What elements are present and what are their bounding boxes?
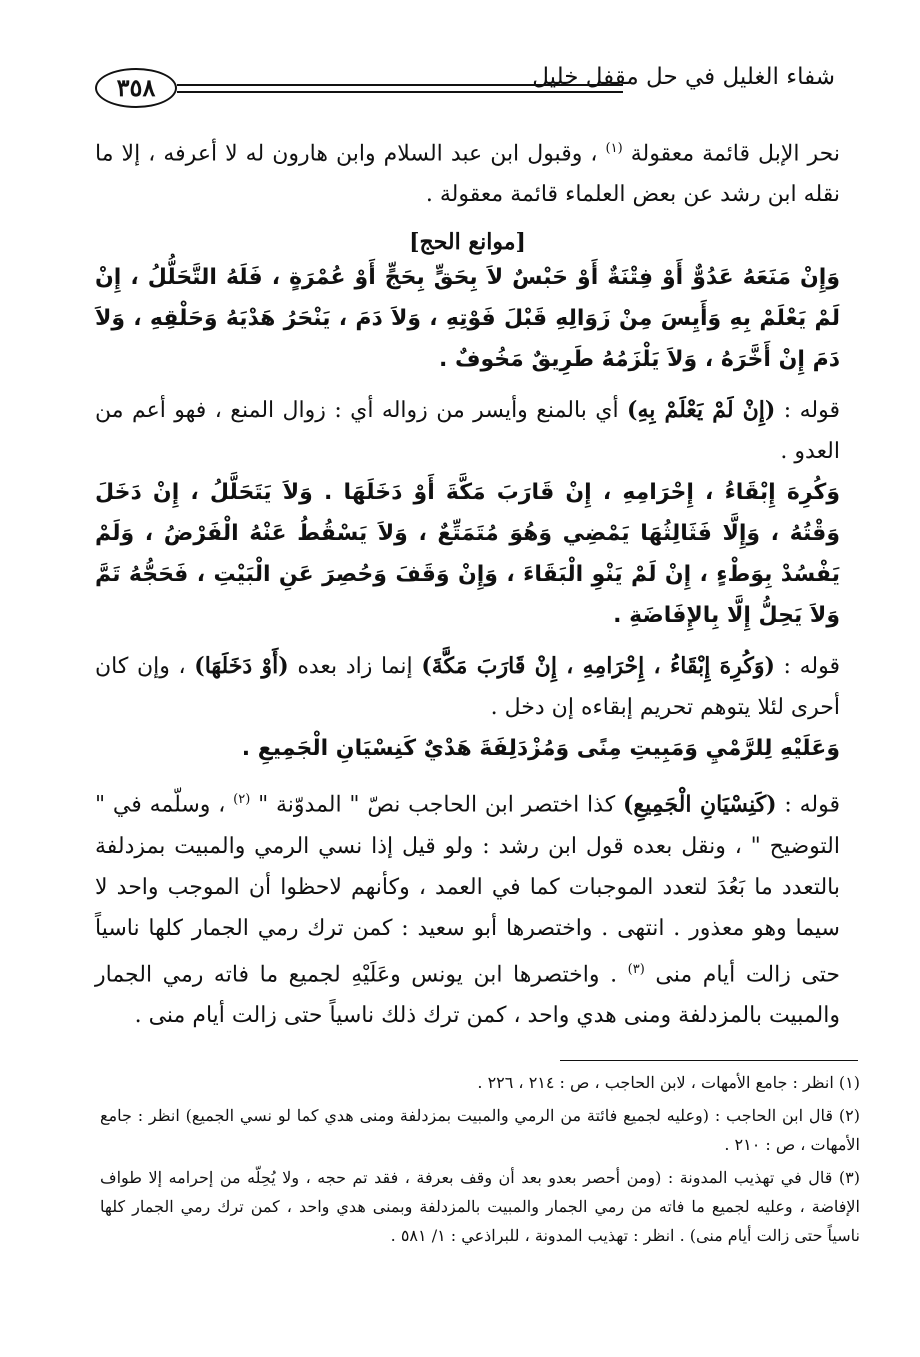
paragraph-2: قوله : (إِنْ لَمْ يَعْلَمْ بِهِ) أي بالمنع وأيسر من زواله أي : زوال المنع ، فهو أعم من العدو . — [95, 397, 840, 465]
footnote-divider — [560, 1060, 858, 1061]
page-header — [95, 60, 835, 130]
footnotes — [100, 1068, 860, 1254]
matn-paragraph-1: وَإِنْ مَنَعَهُ عَدُوٌّ أَوْ فِتْنَةٌ أَوْ حَبْسٌ لاَ بِحَقٍّ بِحَجٍّ أَوْ عُمْرَةٍ ، فَلَهُ التَّحَلُّلُ ، إِنْ لَمْ يَعْلَمْ بِهِ وَأَيِسَ مِنْ زَوَالِهِ قَبْلَ فَوْتِهِ ، وَلاَ دَمَ ، يَنْحَرُ هَدْيَهُ وَحَلْقِهِ ، وَلاَ دَمَ إِنْ أَخَّرَهُ ، وَلاَ يَلْزَمُهُ طَرِيقٌ مَخُوفٌ . — [95, 265, 840, 373]
footnote-1: (١) انظر : جامع الأمهات ، لابن الحاجب ، ص : ٢١٤ ، ٢٢٦ . — [477, 1073, 860, 1092]
section-heading: [موانع الحج] — [409, 229, 526, 256]
quoted-matn: (إِنْ لَمْ يَعْلَمْ بِهِ) — [627, 397, 776, 424]
paragraph-4: قوله : (كَنِسْيَانِ الْجَمِيعِ) كذا اختصر ابن الحاجب نصّ " المدوّنة " $^{(٢)}$ ، وسلّمه في " التوضيح " ، ونقل بعده قول ابن رشد : ولو قيل إذا نسي الرمي والمبيت بمزدلفة بالتعدد ما بَعُدَ لتعدد الموجبات كما في العمد ، وكأنهم لاحظوا أن الموجب واحد لا سيما وهو معذور . انتهى . واختصرها أبو سعيد : كمن ترك رمي الجمار كلها ناسياً حتى زالت أيام منى $^{(٣)}$ . واختصرها ابن يونس وعَلَيْهِ لجميع ما فاته رمي الجمار والمبيت بالمزدلفة ومنى هدي واحد ، كمن ترك ذلك ناسياً حتى زالت أيام منى . — [95, 791, 841, 1028]
paragraph-3: قوله : (وَكُرِهَ إِبْقَاءُ ، إِحْرَامِهِ ، إِنْ قَارَبَ مَكَّةَ) إنما زاد بعده (أَوْ دَخَلَهَا) ، وإن كان أحرى لئلا يتوهم تحريم إبقاءه إن دخل . — [95, 653, 840, 721]
page-number: ٣٥٨ — [95, 68, 177, 108]
matn-paragraph-2: وَكُرِهَ إِبْقَاءُ ، إِحْرَامِهِ ، إِنْ قَارَبَ مَكَّةَ أَوْ دَخَلَهَا . وَلاَ يَتَحَلَّلُ ، إِنْ دَخَلَ وَقْتُهُ ، وَإِلَّا فَثَالِثُهَا يَمْضِي وَهُوَ مُتَمَتِّعٌ ، وَلاَ يَسْقُطُ عَنْهُ الْفَرْضُ ، وَلَمْ يَفْسُدْ بِوَطْءٍ ، إِنْ لَمْ يَنْوِ الْبَقَاءَ ، وَإِنْ وَقَفَ وَحُصِرَ عَنِ الْبَيْتِ ، فَحَجُّهُ تَمَّ وَلاَ يَحِلُّ إِلَّا بِالإِفَاضَةِ . — [95, 480, 840, 629]
running-title: شفاء الغليل في حل مقفل خليل — [532, 64, 835, 90]
paragraph-1: نحر الإبل قائمة معقولة $^{(١)}$ ، وقبول ابن عبد السلام وابن هارون له لا أعرفه ، إلا ما نقله ابن رشد عن بعض العلماء قائمة معقولة . — [95, 141, 840, 208]
matn-paragraph-3: وَعَلَيْهِ لِلرَّمْيِ وَمَبِيتِ مِنًى وَمُزْدَلِفَةَ هَدْيٌ كَنِسْيَانِ الْجَمِيعِ . — [241, 736, 840, 762]
quoted-matn: (وَكُرِهَ إِبْقَاءُ ، إِحْرَامِهِ ، إِنْ قَارَبَ مَكَّةَ) — [421, 653, 775, 680]
quoted-matn: (كَنِسْيَانِ الْجَمِيعِ) — [622, 791, 777, 818]
footnote-2: (٢) قال ابن الحاجب : (وعليه لجميع فائتة من الرمي والمبيت بمزدلفة ومنى هدي كما لو نسي الجميع) انظر : جامع الأمهات ، ص : ٢١٠ . — [100, 1106, 860, 1154]
quoted-matn: (أَوْ دَخَلَهَا) — [194, 653, 289, 680]
main-text — [95, 128, 840, 1036]
footnote-3: (٣) قال في تهذيب المدونة : (ومن أحصر بعدو بعد أن وقف بعرفة ، فقد تم حجه ، ولا يُحِلّه من إحرامه إلا طواف الإفاضة ، وعليه لجميع ما فاته من رمي الجمار والمبيت بالمزدلفة وبمنى هدي واحد ، كمن ترك رمي الجمار كلها ناسياً حتى زالت أيام منى) . انظر : تهذيب المدونة ، للبراذعي : ١/ ٥٨١ . — [100, 1168, 861, 1245]
footnote-ref-3[interactable]: (٣) — [627, 961, 645, 977]
footnote-ref-2[interactable]: (٢) — [233, 792, 251, 808]
footnote-ref-1[interactable]: (١) — [605, 141, 623, 156]
